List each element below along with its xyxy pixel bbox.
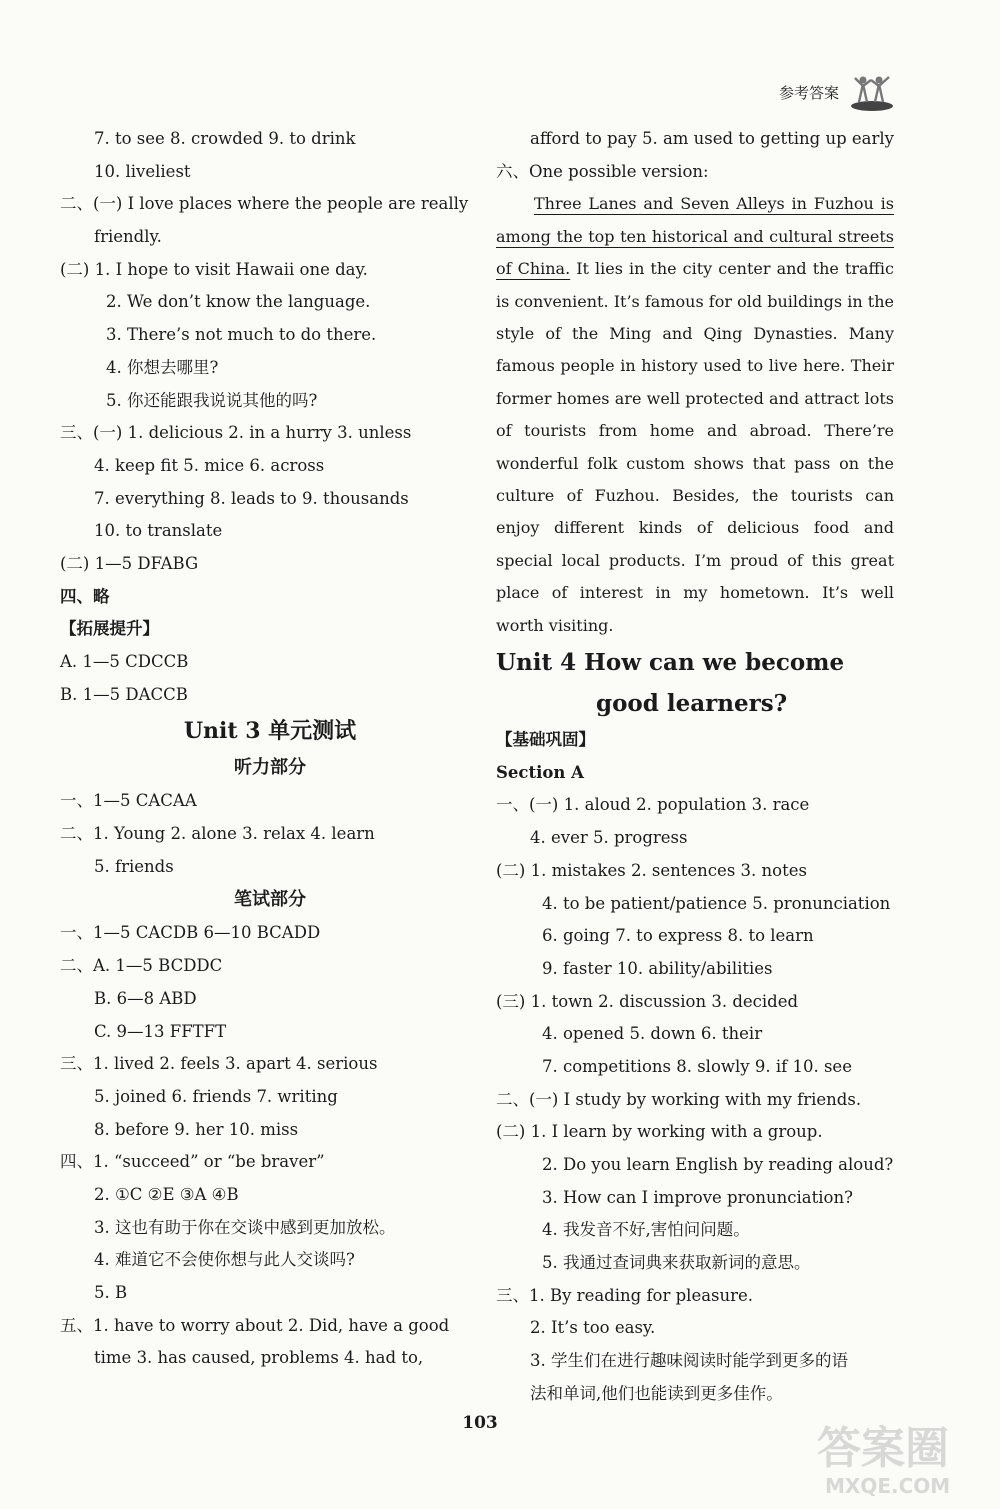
answer-line: 三、(一) 1. delicious 2. in a hurry 3. unless [60,423,412,443]
page-number: 103 [462,1413,498,1433]
right-answer-lines [496,789,896,1410]
basics-label: 【基础巩固】 [496,730,595,750]
answer-line: 4. 你想去哪里? [106,357,219,377]
right-top-lines [496,123,896,188]
answer-line: friendly. [94,227,162,247]
answer-line: 2. ①C ②E ③A ④B [94,1184,239,1204]
answer-line: 5. 你还能跟我说说其他的吗? [106,390,318,410]
answer-line: (二) 1—5 DFABG [60,553,199,573]
left-column [60,123,480,1375]
answer-line: 4. 难道它不会使你想与此人交谈吗? [94,1250,355,1270]
answer-line: 三、1. By reading for pleasure. [496,1285,754,1305]
answer-line: 一、1—5 CACDB 6—10 BCADD [60,923,321,943]
essay-underlined-sentence: Three Lanes and Seven Alleys in Fuzhou is among the top ten historical and cultural streets of China. [496,194,894,279]
section-a-label: Section A [496,762,584,782]
answer-line: 7. everything 8. leads to 9. thousands [94,488,409,508]
answer-line: 10. to translate [94,521,223,541]
answer-line: 一、1—5 CACAA [60,791,197,811]
answer-line: (二) 1. mistakes 2. sentences 3. notes [496,860,807,880]
answer-line: 【拓展提升】 [60,619,159,639]
answer-line: 8. before 9. her 10. miss [94,1119,299,1139]
answer-line: 6. going 7. to express 8. to learn [542,926,814,946]
answer-line: 4. keep fit 5. mice 6. across [94,455,325,475]
answer-line: A. 1—5 CDCCB [60,652,189,671]
answer-line: 二、1. Young 2. alone 3. relax 4. learn [60,824,375,844]
answer-line: 7. competitions 8. slowly 9. if 10. see [542,1056,852,1076]
answer-line: 5. joined 6. friends 7. writing [94,1086,338,1106]
answer-line: 二、A. 1—5 BCDDC [60,956,223,976]
answer-line: 7. to see 8. crowded 9. to drink [94,129,356,148]
answer-line: 4. to be patient/patience 5. pronunciation [542,893,891,913]
answer-line: 4. 我发音不好,害怕问问题。 [542,1220,750,1240]
watermark-line2: MXQE.COM [825,1474,951,1498]
answer-line: 4. opened 5. down 6. their [542,1024,763,1044]
watermark-logo [807,1411,992,1501]
header-label: 参考答案 [778,83,839,102]
answer-line: 法和单词,他们也能读到更多佳作。 [530,1383,783,1403]
answer-line: (二) 1. I learn by working with a group. [496,1122,823,1142]
answer-line: 四、1. “succeed” or “be braver” [60,1152,325,1172]
answer-line: 六、One possible version: [496,161,709,181]
answer-line: 3. There’s not much to do there. [106,325,377,345]
answer-line: 二、(一) I love places where the people are really [60,194,469,214]
unit4-title-line2: good learners? [596,690,788,718]
listening-answer-lines [60,785,480,883]
written-section-title: 笔试部分 [234,889,306,911]
answer-line: (二) 1. I hope to visit Hawaii one day. [60,259,368,279]
answer-line: 5. 我通过查词典来获取新词的意思。 [542,1253,811,1273]
watermark-line1: 答案圈 [817,1423,949,1474]
answer-line: B. 1—5 DACCB [60,684,188,704]
answer-line: 3. 学生们在进行趣味阅读时能学到更多的语 [530,1351,848,1371]
answer-line: 5. B [94,1283,128,1302]
answer-line: 2. It’s too easy. [530,1318,656,1338]
answer-line: 五、1. have to worry about 2. Did, have a good [60,1315,450,1335]
answer-line: 2. We don’t know the language. [106,292,371,312]
answer-line: afford to pay 5. am used to getting up early [530,129,894,148]
answer-line: 4. ever 5. progress [530,828,688,848]
answer-line: 2. Do you learn English by reading aloud? [542,1155,894,1174]
right-column [496,123,896,1411]
answer-line: 四、略 [60,586,110,606]
unit3-title: Unit 3 单元测试 [183,718,357,745]
model-essay [496,188,894,642]
figures-logo-icon [849,72,895,112]
answer-line: C. 9—13 FFTFT [94,1021,227,1041]
answer-line: 3. 这也有助于你在交谈中感到更加放松。 [94,1217,396,1237]
written-answer-lines [60,917,480,1375]
answer-line: 5. friends [94,856,174,876]
answer-line: 三、1. lived 2. feels 3. apart 4. serious [60,1054,378,1074]
answer-line: 一、(一) 1. aloud 2. population 3. race [496,795,810,815]
answer-line: 二、(一) I study by working with my friends. [496,1089,862,1109]
unit4-title-line1: Unit 4 How can we become [496,649,845,677]
answer-line: 9. faster 10. ability/abilities [542,958,773,978]
page-header [779,72,895,112]
essay-body: It lies in the city center and the traffic is convenient. It’s famous for old buildings in the style of the Ming and Qing Dynasties. Many famous people in history used to live here. Their former homes are well protected and attract lots of tourists from home and abroad. There’re wonderful folk custom shows that pass on the culture of Fuzhou. Besides, the tourists can enjoy different kinds of delicious food and special local products. I’m proud of this great place of interest in my hometown. It’s well worth visiting. [496,259,895,635]
left-answer-lines [60,123,480,711]
answer-line: time 3. has caused, problems 4. had to, [94,1348,424,1368]
answer-line: 3. How can I improve pronunciation? [542,1187,853,1207]
answer-line: B. 6—8 ABD [94,988,197,1008]
listening-section-title: 听力部分 [234,757,306,779]
answer-line: (三) 1. town 2. discussion 3. decided [496,991,799,1011]
answer-line: 10. liveliest [94,161,191,181]
